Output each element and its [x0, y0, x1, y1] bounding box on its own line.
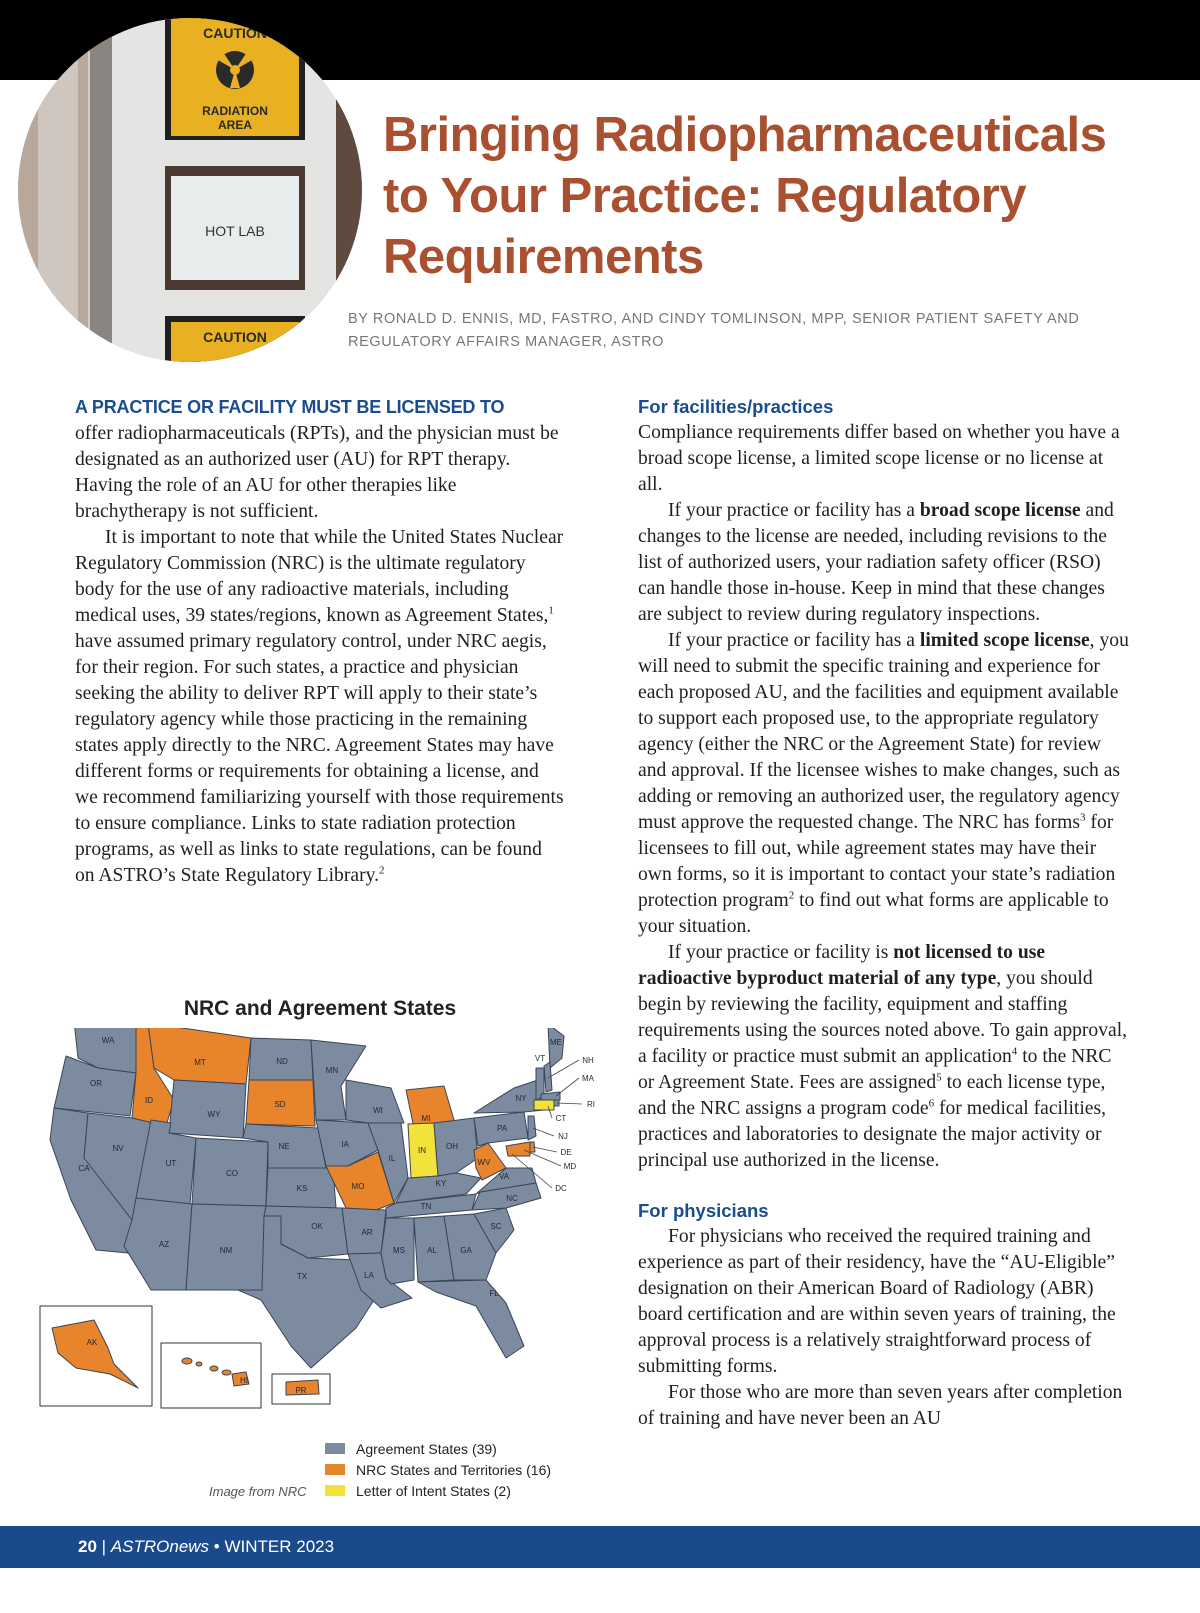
leader-line: [556, 1078, 579, 1096]
state-wy: [169, 1080, 246, 1138]
state-label-dc: DC: [555, 1184, 567, 1193]
state-label-me: ME: [550, 1038, 562, 1047]
byline-line-2: REGULATORY AFFAIRS MANAGER, ASTRO: [348, 334, 665, 350]
paragraph-2: It is important to note that while the United States Nuclear Regulatory Commission (NRC) is the ultimate regulatory body for the use of any radioactive materials, including medical uses, 39 states/regions, known as Agreement States,$^1$ have assumed primary regulatory control, under NRC aegis, for their region. For such states, a practice and physician seeking the ability to deliver RPT will apply to their state’s regulatory agency while those practicing in the remaining states apply directly to the NRC. Agreement States may have different forms or requirements for obtaining a license, and we recommend familiarizing yourself with those requirements to ensure compliance. Links to state radiation protection programs, as well as links to state regulations, can be found on ASTRO’s State Regulatory Library.$^2$: [75, 527, 564, 886]
state-wi: [346, 1080, 404, 1123]
state-label-wv: WV: [477, 1158, 491, 1167]
paragraph-r4: If your practice or facility is not licensed to use radioactive byproduct material of any type, you should begin by reviewing the facility, equipment and staffing requirements using the sources noted above. To gain approval, a facility or practice must submit an application$^4$ to the NRC or Agreement State. Fees are assigned$^5$ to each license type, and the NRC assigns a program code$^6$ for medical facilities, practices and laboratories to designate the major activity or principal use authorized in the license.: [638, 942, 1128, 1171]
state-label-ny: NY: [515, 1094, 527, 1103]
state-nj: [528, 1116, 536, 1140]
state-label-nc: NC: [506, 1194, 518, 1203]
state-label-al: AL: [427, 1246, 437, 1255]
state-ak: [52, 1320, 138, 1388]
right-column: [638, 394, 1130, 1432]
footnote-ref: 5: [936, 1071, 942, 1084]
lead-in: A PRACTICE OR FACILITY MUST BE LICENSED TO: [75, 397, 505, 417]
state-label-md: MD: [563, 1162, 577, 1171]
hawaii-island: [222, 1370, 231, 1375]
state-label-ca: CA: [78, 1164, 90, 1173]
sign1-caution: CAUTION: [203, 25, 267, 41]
legend-letter-of-intent: Letter of Intent States (2): [325, 1480, 551, 1501]
state-label-ma: MA: [582, 1074, 594, 1083]
map-title: NRC and Agreement States: [183, 997, 457, 1020]
sign1-line1: RADIATION: [202, 104, 268, 118]
state-label-hi: HI: [240, 1376, 248, 1385]
publication-name: ASTROnews: [110, 1537, 210, 1556]
state-label-va: VA: [498, 1172, 510, 1181]
state-nh: [544, 1062, 552, 1092]
legend-agreement-states: Agreement States (39): [325, 1438, 551, 1459]
state-label-ar: AR: [361, 1228, 373, 1237]
hawaii-island: [210, 1366, 218, 1371]
state-label-il: IL: [388, 1154, 396, 1163]
subhead-facilities: For facilities/practices: [638, 396, 834, 417]
sign3-caution: CAUTION: [203, 329, 267, 345]
legend-nrc-states: NRC States and Territories (16): [325, 1459, 551, 1480]
state-label-mt: MT: [194, 1058, 206, 1067]
state-label-ri: RI: [587, 1100, 595, 1109]
legend-swatch: [325, 1485, 345, 1496]
footnote-ref: 2: [788, 889, 795, 902]
state-label-in: IN: [418, 1146, 426, 1155]
state-label-tn: TN: [420, 1202, 432, 1211]
footnote-ref: 4: [1011, 1045, 1018, 1058]
state-label-ks: KS: [296, 1184, 308, 1193]
legend-swatch: [325, 1443, 345, 1454]
state-label-ms: MS: [393, 1246, 405, 1255]
state-ma: [541, 1092, 560, 1100]
paragraph-r1: Compliance requirements differ based on whether you have a broad scope license, a limited scope license or no license at all.: [638, 422, 1120, 495]
paragraph-r6: For those who are more than seven years after completion of training and have never been an AU: [638, 1382, 1123, 1429]
leader-line: [533, 1147, 557, 1152]
state-label-ut: UT: [165, 1159, 177, 1168]
state-label-de: DE: [560, 1148, 572, 1157]
sign2-hot-lab: HOT LAB: [205, 223, 265, 239]
state-label-vt: VT: [534, 1054, 546, 1063]
image-credit: Image from NRC: [209, 1484, 307, 1499]
state-label-or: OR: [90, 1079, 102, 1088]
state-mt: [148, 1028, 251, 1084]
state-label-ak: AK: [86, 1338, 98, 1347]
state-label-mn: MN: [325, 1066, 339, 1075]
leader-line: [557, 1103, 582, 1104]
state-label-nh: NH: [582, 1056, 594, 1065]
state-label-mi: MI: [421, 1114, 431, 1123]
state-label-la: LA: [364, 1271, 374, 1280]
byline-line-1: BY RONALD D. ENNIS, MD, FASTRO, AND CINDY TOMLINSON, MPP, SENIOR PATIENT SAFETY AND: [348, 311, 1080, 327]
hot-lab-illustration: [18, 18, 362, 362]
footer-bullet: •: [213, 1537, 220, 1556]
state-label-ga: GA: [460, 1246, 472, 1255]
footnote-ref: 6: [928, 1097, 935, 1110]
state-label-nm: NM: [219, 1246, 233, 1255]
article-title: [383, 105, 1143, 288]
left-column: [75, 394, 565, 889]
state-label-id: ID: [145, 1096, 153, 1105]
paragraph-r5: For physicians who received the required training and experience as part of their residency, have the “AU-Eligible” designation on their American Board of Radiology (ABR) board certification and are within seven years of training, the approval process is a relatively straightforward process of submitting forms.: [638, 1226, 1116, 1377]
footnote-ref: 3: [1080, 811, 1086, 824]
state-label-ia: IA: [341, 1140, 349, 1149]
state-label-ne: NE: [278, 1142, 290, 1151]
page-footer: [0, 1526, 1200, 1568]
map-legend: [325, 1438, 551, 1501]
state-md: [506, 1142, 530, 1156]
state-label-nd: ND: [276, 1057, 288, 1066]
state-label-ct: CT: [555, 1114, 567, 1123]
title-line-2: to Your Practice: Regulatory: [383, 169, 1027, 223]
footer-separator: |: [101, 1537, 107, 1556]
state-label-nv: NV: [112, 1144, 124, 1153]
state-label-ky: KY: [435, 1179, 447, 1188]
hot-lab-photo: [18, 18, 362, 362]
state-label-az: AZ: [158, 1240, 170, 1249]
footnote-ref: 2: [379, 864, 385, 877]
title-line-3: Requirements: [383, 230, 704, 284]
title-line-1: Bringing Radiopharmaceuticals: [383, 108, 1107, 162]
page-number: 20: [78, 1537, 97, 1556]
state-label-sc: SC: [490, 1222, 502, 1231]
paragraph-1-text: offer radiopharmaceuticals (RPTs), and the physician must be designated as an authorized user (AU) for RPT therapy. Having the role of an AU for other therapies like brachytherapy is not sufficient.: [75, 423, 559, 522]
paragraph-1: [75, 394, 565, 525]
legend-swatch: [325, 1464, 345, 1475]
state-label-mo: MO: [351, 1182, 365, 1191]
state-label-wy: WY: [207, 1110, 221, 1119]
state-label-wi: WI: [373, 1106, 383, 1115]
us-map: [36, 1028, 636, 1428]
state-fl: [418, 1280, 524, 1358]
subhead-physicians: For physicians: [638, 1200, 769, 1221]
issue-date: WINTER 2023: [224, 1537, 335, 1556]
hawaii-island: [182, 1358, 192, 1364]
state-label-fl: FL: [489, 1289, 499, 1298]
state-label-pr: PR: [295, 1386, 307, 1395]
sign1-line2: AREA: [217, 118, 253, 132]
state-label-tx: TX: [296, 1272, 308, 1281]
leader-line: [524, 1150, 561, 1166]
state-label-ok: OK: [311, 1222, 323, 1231]
state-label-sd: SD: [274, 1100, 286, 1109]
paragraph-r3: If your practice or facility has a limited scope license, you will need to submit the specific training and experience for each proposed AU, and the facilities and equipment available to support each proposed use, to the appropriate regulatory agency (either the NRC or the Agreement State) for review and approval. If the licensee wishes to make changes, such as adding or removing an authorized user, the regulatory agency must approve the requested change. The NRC has forms$^3$ for licensees to fill out, while agreement states may have their own forms, so it is important to contact your state’s radiation protection program$^2$ to find out what forms are applicable to your situation.: [638, 630, 1129, 937]
hawaii-island: [196, 1362, 202, 1366]
state-label-pa: PA: [496, 1124, 508, 1133]
state-label-co: CO: [226, 1169, 238, 1178]
byline: [348, 308, 1128, 354]
state-ct: [534, 1100, 554, 1110]
state-label-oh: OH: [446, 1142, 458, 1151]
footnote-ref: 1: [548, 604, 554, 617]
state-label-wa: WA: [101, 1036, 115, 1045]
state-label-nj: NJ: [558, 1132, 568, 1141]
paragraph-r2: If your practice or facility has a broad scope license and changes to the license are needed, including revisions to the list of authorized users, your radiation safety officer (RSO) can handle those in-house. Keep in mind that these changes are subject to review during regulatory inspections.: [638, 500, 1114, 625]
